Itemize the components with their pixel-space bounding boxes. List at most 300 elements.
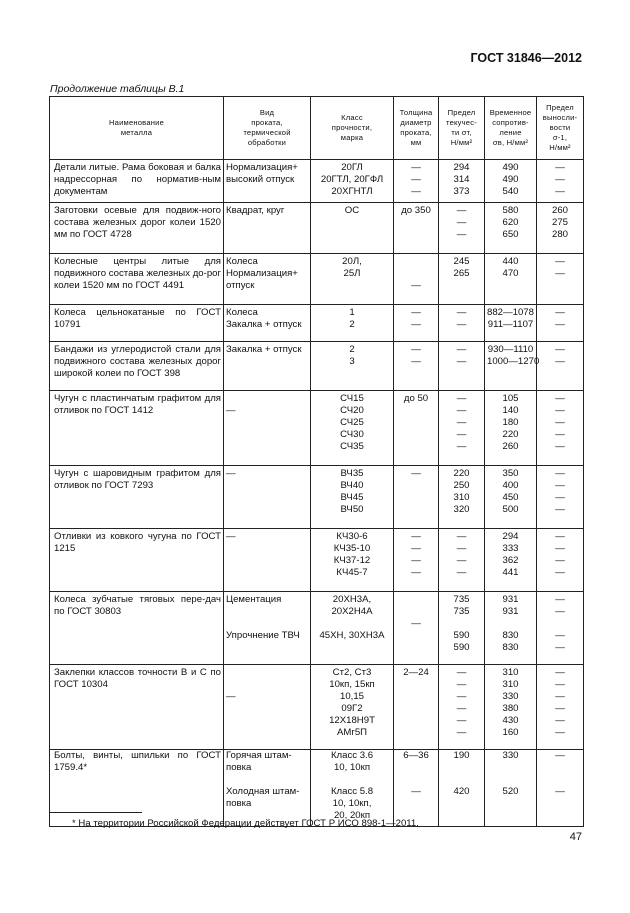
cell-processing [224, 466, 311, 529]
cell-thickness [394, 305, 439, 342]
cell-line: 20Х2Н4А [331, 606, 373, 617]
cell-line: 09Г2 [341, 703, 363, 714]
cell-line: СЧ20 [340, 405, 364, 416]
cell-processing [224, 592, 311, 665]
cell-line: 260 [502, 441, 519, 452]
cell-line: 294 [453, 162, 470, 173]
cell-line: ВЧ40 [340, 480, 364, 491]
cell-thickness [394, 750, 439, 785]
cell-line: 882—1078 [487, 307, 534, 318]
cell-line: 650 [502, 229, 519, 240]
cell-line: 350 [502, 468, 519, 479]
cell-processing [224, 203, 311, 254]
cell-line: 470 [502, 268, 519, 279]
cell-line: — [411, 319, 421, 330]
cell-processing [224, 160, 311, 203]
cell-line: Квадрат, круг [226, 205, 285, 216]
cell-line: Горячая штам- [226, 750, 292, 761]
cell-line: — [555, 531, 565, 542]
cell-line: 265 [453, 268, 470, 279]
cell-line [487, 618, 534, 630]
table-row [50, 529, 584, 592]
header-line: Временное [489, 108, 532, 117]
col-grade-header [311, 97, 394, 160]
col-metal-header [50, 97, 224, 160]
cell-line: — [456, 715, 467, 726]
cell-line: — [411, 307, 421, 318]
cell-line: 911—1107 [487, 319, 534, 330]
cell-thickness [394, 391, 439, 466]
header-line: текучес- [446, 118, 477, 127]
cell-line: — [226, 468, 236, 479]
cell-line: Класс 5.8 [330, 786, 374, 797]
header-line: Класс [341, 113, 363, 122]
cell-line: 310 [502, 679, 519, 690]
cell-yield [439, 784, 485, 827]
header-line: выносли- [542, 113, 578, 122]
col-tensile-header [485, 97, 537, 160]
cell-line: 490 [502, 174, 519, 185]
cell-line: 735 [453, 606, 470, 617]
cell-line: 10, 10кп [333, 762, 371, 773]
cell-line: 540 [502, 186, 519, 197]
cell-tensile [485, 529, 537, 592]
cell-line: — [456, 727, 467, 738]
cell-yield [439, 342, 485, 391]
cell-line: 590 [453, 642, 470, 653]
cell-line: 10, 10кп, [332, 798, 372, 809]
cell-yield [439, 466, 485, 529]
cell-endurance [537, 750, 584, 785]
cell-line: — [456, 307, 467, 318]
cell-line: ВЧ35 [340, 468, 364, 479]
cell-tensile [485, 305, 537, 342]
cell-line: — [555, 256, 565, 267]
cell-line: 310 [453, 492, 470, 503]
cell-line: — [411, 468, 421, 479]
cell-line: 373 [453, 186, 470, 197]
cell-line: — [456, 344, 467, 355]
cell-line: — [555, 630, 565, 641]
cell-line: — [456, 229, 467, 240]
cell-line: 830 [502, 642, 519, 653]
table-row [50, 342, 584, 391]
cell-grade [311, 305, 394, 342]
header-line: сопротив- [492, 118, 529, 127]
cell-tensile [485, 784, 537, 827]
cell-metal: Заготовки осевые для подвиж-ного состава железных дорог колеи 1520 мм по ГОСТ 4728 [50, 203, 224, 254]
cell-line: 930—1110 [487, 344, 534, 355]
cell-line: 20ХГНТЛ [331, 186, 373, 197]
cell-endurance [537, 665, 584, 750]
cell-line: ВЧ45 [340, 492, 364, 503]
cell-line: СЧ25 [340, 417, 364, 428]
cell-grade [311, 466, 394, 529]
cell-line: — [555, 594, 565, 605]
cell-line: 3 [349, 356, 355, 367]
cell-line: — [456, 543, 467, 554]
cell-line: — [555, 405, 565, 416]
cell-tensile [485, 254, 537, 305]
cell-line: — [555, 417, 565, 428]
cell-line: — [555, 679, 565, 690]
cell-line: 20ХН3А, [332, 594, 372, 605]
cell-processing [224, 305, 311, 342]
cell-grade [311, 254, 394, 305]
cell-line: 6—36 [403, 750, 429, 761]
cell-tensile [485, 466, 537, 529]
cell-line: — [555, 268, 565, 279]
cell-line: Холодная штам- [226, 786, 300, 797]
cell-line: 25Л [343, 268, 361, 279]
cell-line: 294 [502, 531, 519, 542]
cell-endurance [537, 160, 584, 203]
cell-line: СЧ30 [340, 429, 364, 440]
cell-line: — [411, 174, 421, 185]
cell-line: 320 [453, 504, 470, 515]
cell-line: 10,15 [339, 691, 364, 702]
cell-line: 105 [502, 393, 519, 404]
cell-line: 931 [502, 594, 519, 605]
cell-line: — [456, 356, 467, 367]
cell-line: 314 [453, 174, 470, 185]
col-yield-header [439, 97, 485, 160]
cell-line [226, 618, 308, 630]
cell-thickness [394, 203, 439, 254]
cell-line: — [555, 441, 565, 452]
header-line: диаметр [400, 118, 432, 127]
cell-line: — [456, 441, 467, 452]
cell-line: — [411, 280, 421, 291]
cell-metal: Болты, винты, шпильки по ГОСТ 1759.4* [50, 750, 224, 785]
cell-yield [439, 160, 485, 203]
cell-grade [311, 160, 394, 203]
cell-line: 1000—1270 [487, 356, 540, 367]
cell-processing [224, 665, 311, 750]
header-line: σ-1, [552, 133, 568, 142]
cell-line: Цементация [226, 594, 282, 605]
cell-line: — [555, 504, 565, 515]
cell-line: — [456, 319, 467, 330]
cell-line: высокий отпуск [226, 174, 295, 185]
header-line: Н/мм² [450, 138, 473, 147]
cell-line: — [555, 703, 565, 714]
cell-line [396, 606, 436, 618]
table-caption: Продолжение таблицы В.1 [50, 83, 185, 95]
header-line: металла [120, 128, 153, 137]
cell-line: — [456, 667, 467, 678]
cell-line [539, 618, 581, 630]
cell-grade [311, 342, 394, 391]
cell-line: 20, 20кп [333, 810, 371, 821]
cell-yield [439, 665, 485, 750]
cell-line: ОС [344, 205, 360, 216]
cell-line: КЧ35-10 [333, 543, 371, 554]
cell-grade [311, 750, 394, 785]
cell-line: 620 [502, 217, 519, 228]
cell-line: КЧ45-7 [336, 567, 368, 578]
cell-line: — [411, 162, 421, 173]
header-line: вости [549, 123, 571, 132]
cell-grade [311, 592, 394, 665]
cell-line: 735 [453, 594, 470, 605]
cell-line: — [555, 468, 565, 479]
cell-line: — [226, 691, 236, 702]
cell-line: 490 [502, 162, 519, 173]
table-row [50, 750, 584, 785]
cell-endurance [537, 305, 584, 342]
header-line: прочности, [331, 123, 373, 132]
table-header-row [50, 97, 584, 160]
col-processing-header [224, 97, 311, 160]
cell-line: — [555, 344, 565, 355]
cell-endurance [537, 466, 584, 529]
cell-line [226, 393, 308, 405]
cell-line: 420 [453, 786, 470, 797]
cell-line: — [555, 393, 565, 404]
page-number: 47 [569, 831, 582, 843]
cell-processing [224, 391, 311, 466]
cell-line: — [456, 567, 467, 578]
cell-grade [311, 391, 394, 466]
cell-endurance [537, 784, 584, 827]
cell-line: АМг5П [336, 727, 368, 738]
cell-line [313, 618, 391, 630]
cell-line: — [555, 307, 565, 318]
cell-line [396, 268, 436, 280]
cell-line: 830 [502, 630, 519, 641]
footnote-rule [50, 812, 142, 813]
cell-line: 10кп, 15кп [329, 679, 375, 690]
cell-line: 1 [349, 307, 355, 318]
table-row [50, 203, 584, 254]
cell-line: 330 [502, 691, 519, 702]
header-line: ление [499, 128, 522, 137]
cell-line: 12Х18Н9Т [329, 715, 375, 726]
cell-endurance [537, 342, 584, 391]
cell-metal: Заклепки классов точности В и С по ГОСТ 10304 [50, 665, 224, 750]
cell-line: Нормализация+ [226, 162, 298, 173]
cell-line: — [411, 344, 421, 355]
cell-tensile [485, 391, 537, 466]
properties-table [49, 96, 584, 827]
cell-line: Класс 3.6 [330, 750, 374, 761]
cell-line: 280 [551, 229, 568, 240]
cell-line: — [411, 567, 421, 578]
cell-grade [311, 203, 394, 254]
cell-line: 520 [502, 786, 519, 797]
cell-line: — [555, 492, 565, 503]
cell-line: — [411, 356, 421, 367]
cell-line: 333 [502, 543, 519, 554]
cell-line: — [456, 417, 467, 428]
cell-line: 220 [502, 429, 519, 440]
cell-metal: Отливки из ковкого чугуна по ГОСТ 1215 [50, 529, 224, 592]
cell-line: — [555, 691, 565, 702]
cell-line: — [555, 555, 565, 566]
cell-line: 500 [502, 504, 519, 515]
cell-tensile [485, 342, 540, 391]
table-row [50, 665, 584, 750]
table-row [50, 305, 584, 342]
cell-line: СЧ15 [340, 393, 364, 404]
cell-line: 275 [551, 217, 568, 228]
cell-line: — [555, 727, 565, 738]
cell-metal: Колеса цельнокатаные по ГОСТ 10791 [50, 305, 224, 342]
cell-line: повка [226, 798, 252, 809]
table-row [50, 254, 584, 305]
cell-line: 450 [502, 492, 519, 503]
cell-line: — [555, 567, 565, 578]
cell-line: КЧ30-6 [336, 531, 368, 542]
cell-yield [439, 592, 485, 665]
cell-endurance [537, 203, 584, 254]
footnote: * На территории Российской Федерации действует ГОСТ Р ИСО 898-1—2011. [72, 818, 419, 829]
cell-line: 2 [349, 344, 355, 355]
cell-line: 2 [349, 319, 355, 330]
cell-endurance [537, 254, 584, 305]
cell-line: — [456, 679, 467, 690]
cell-line: — [456, 405, 467, 416]
cell-tensile [485, 160, 537, 203]
cell-line: — [555, 356, 565, 367]
cell-tensile [485, 750, 537, 785]
header-line: проката, [400, 128, 432, 137]
cell-yield [439, 203, 485, 254]
header-line: σв, Н/мм² [492, 138, 529, 147]
cell-line: 250 [453, 480, 470, 491]
header-line: Наименование [108, 118, 165, 127]
cell-line: — [456, 555, 467, 566]
cell-line: — [555, 786, 565, 797]
cell-processing [224, 529, 311, 592]
cell-line: — [456, 393, 467, 404]
cell-grade [311, 665, 394, 750]
cell-endurance [537, 529, 584, 592]
cell-processing [224, 254, 311, 305]
cell-line: 160 [502, 727, 519, 738]
cell-thickness [394, 342, 439, 391]
table-row [50, 592, 584, 665]
cell-line: 441 [502, 567, 519, 578]
cell-line: КЧ37-12 [333, 555, 371, 566]
cell-line: — [555, 667, 565, 678]
cell-line: 190 [453, 750, 470, 761]
cell-line: повка [226, 762, 252, 773]
cell-line: — [555, 543, 565, 554]
cell-line: — [456, 217, 467, 228]
cell-line: — [411, 186, 421, 197]
cell-line: — [555, 480, 565, 491]
cell-line: — [456, 531, 467, 542]
cell-thickness [394, 160, 439, 203]
cell-line: — [411, 618, 421, 629]
cell-line: ВЧ50 [340, 504, 364, 515]
cell-line: — [411, 543, 421, 554]
cell-line: отпуск [226, 280, 255, 291]
header-line: Вид [259, 108, 275, 117]
cell-line: Закалка + отпуск [226, 319, 302, 330]
cell-line: Закалка + отпуск [226, 344, 302, 355]
cell-line: — [411, 555, 421, 566]
cell-processing [224, 342, 311, 391]
cell-thickness [394, 592, 439, 665]
cell-line: — [456, 691, 467, 702]
cell-line: до 350 [401, 205, 431, 216]
cell-line: СЧ35 [340, 441, 364, 452]
cell-line: — [555, 319, 565, 330]
cell-line: — [555, 174, 565, 185]
header-line: Предел [447, 108, 476, 117]
cell-line: 20ГТЛ, 20ГФЛ [320, 174, 384, 185]
cell-yield [439, 750, 485, 785]
cell-line: — [555, 162, 565, 173]
cell-line [226, 606, 308, 618]
col-endurance-header [537, 97, 584, 160]
cell-line [226, 667, 308, 679]
cell-line: — [555, 715, 565, 726]
cell-line: — [456, 429, 467, 440]
cell-endurance [537, 592, 584, 665]
header-line: Н/мм² [549, 143, 571, 152]
table-row [50, 466, 584, 529]
cell-tensile [485, 203, 537, 254]
cell-line: Колеса [226, 307, 258, 318]
cell-metal: Детали литые. Рама боковая и балка надрессорная по норматив-ным документам [50, 160, 224, 203]
cell-thickness [394, 466, 439, 529]
header-line: ти σт, [451, 128, 472, 137]
cell-line: 220 [453, 468, 470, 479]
cell-processing [224, 750, 311, 785]
cell-line: 590 [453, 630, 470, 641]
cell-line: 310 [502, 667, 519, 678]
cell-line [396, 594, 436, 606]
table-row [50, 391, 584, 466]
cell-thickness [394, 529, 439, 592]
cell-line: — [555, 750, 565, 761]
cell-line: Колеса [226, 256, 258, 267]
standard-code: ГОСТ 31846—2012 [470, 51, 582, 65]
table-row [50, 160, 584, 203]
cell-metal: Чугун с пластинчатым графитом для отливок по ГОСТ 1412 [50, 391, 224, 466]
cell-line: 931 [502, 606, 519, 617]
cell-line: до 50 [403, 393, 429, 404]
cell-line: 140 [502, 405, 519, 416]
cell-line: 440 [502, 256, 519, 267]
cell-yield [439, 529, 485, 592]
cell-line [396, 256, 436, 268]
cell-line: — [555, 186, 565, 197]
cell-line: 380 [502, 703, 519, 714]
cell-line: Ст2, Ст3 [332, 667, 372, 678]
cell-tensile [485, 665, 537, 750]
cell-line: — [555, 429, 565, 440]
cell-line: — [456, 205, 467, 216]
cell-endurance [537, 391, 584, 466]
cell-line: 400 [502, 480, 519, 491]
cell-line: 180 [502, 417, 519, 428]
cell-line: — [226, 531, 236, 542]
cell-metal: Колесные центры литые для подвижного состава железных до-рог колеи 1520 мм по ГОСТ 4491 [50, 254, 224, 305]
cell-line: Упрочнение ТВЧ [226, 630, 300, 641]
cell-yield [439, 305, 485, 342]
header-line: мм [410, 138, 422, 147]
cell-line: — [226, 405, 236, 416]
cell-thickness [394, 665, 439, 750]
header-line: обработки [247, 138, 287, 147]
header-line: марка [340, 133, 364, 142]
header-line: Толщина [399, 108, 433, 117]
